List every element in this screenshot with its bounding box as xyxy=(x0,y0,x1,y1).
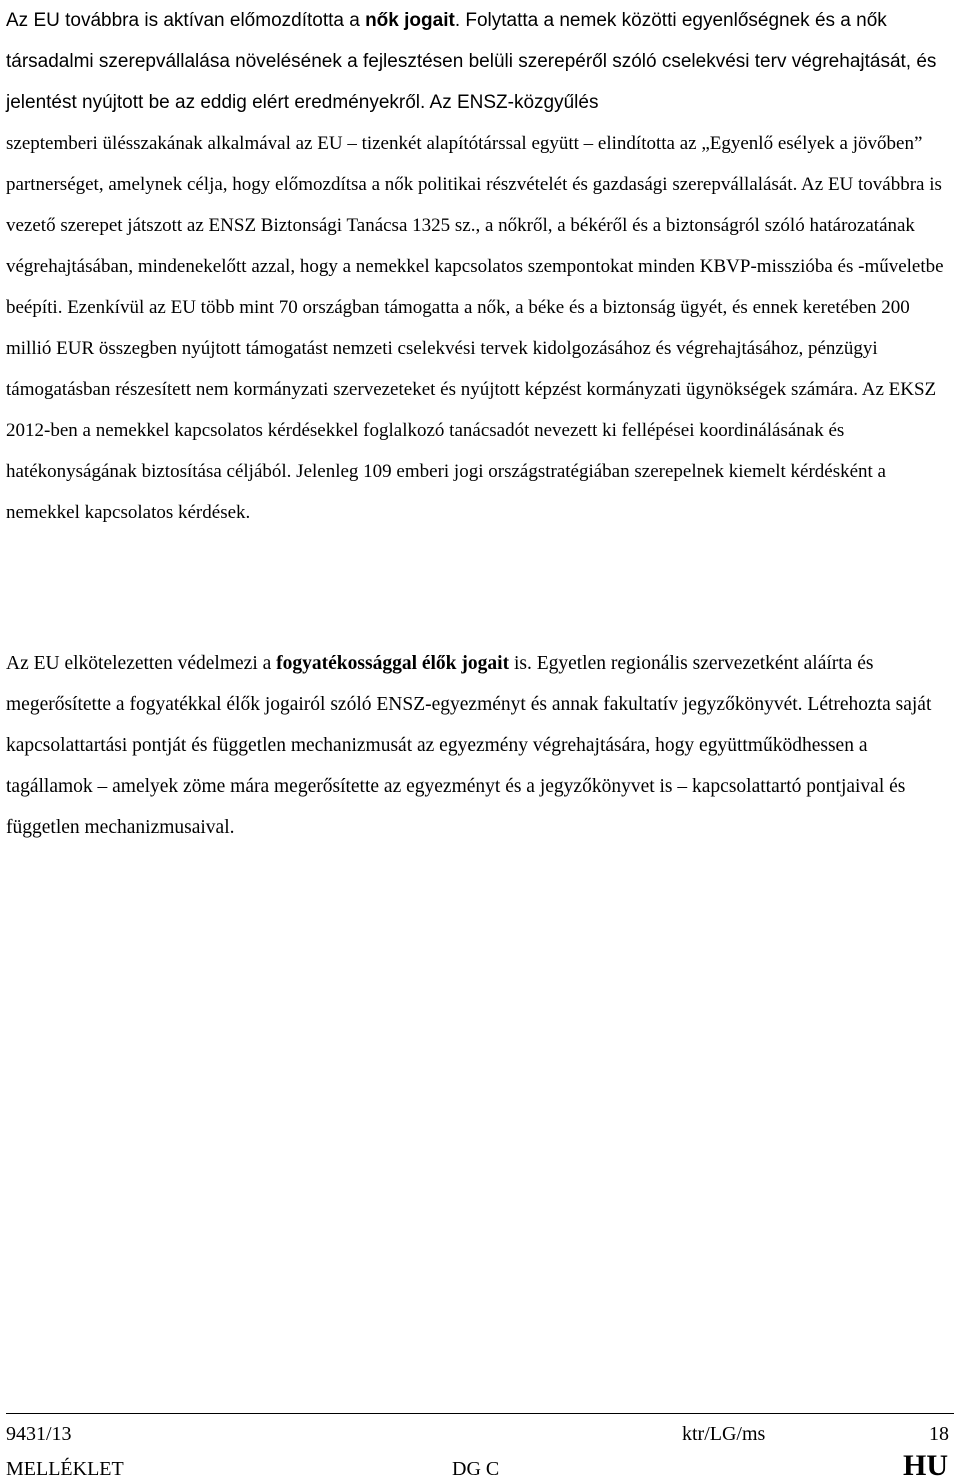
directorate-label: DG C xyxy=(452,1458,500,1480)
page-number: 18 xyxy=(929,1423,949,1445)
text-segment: Az EU továbbra is aktívan előmozdította a xyxy=(6,10,366,31)
language-code: HU xyxy=(903,1449,948,1482)
paragraph-disability-rights xyxy=(6,643,954,848)
paragraph-intro-lines xyxy=(6,0,954,123)
author-initials: ktr/LG/ms xyxy=(682,1423,766,1445)
bold-term: nők jogait xyxy=(365,10,455,31)
paragraph-main-lines: szeptemberi ülésszakának alkalmával az EU – tizenkét alapítótárssal együtt – elindította az „Egyenlő esélyek a jövőben” partnerséget, amelynek célja, hogy előmozdítsa a nők politikai részvételét és gazdasági szerepvállalását. Az EU továbbra is vezető szerepet játszott az ENSZ Biztonsági Tanácsa 1325 sz., a nőkről, a békéről és a biztonságról szóló határozatának végrehajtásában, mindenekelőtt azzal, hogy a nemekkel kapcsolatos szempontokat minden KBVP-misszióba és -műveletbe beépíti. Ezenkívül az EU több mint 70 országban támogatta a nők, a béke és a biztonság ügyét, és ennek keretében 200 millió EUR összegben nyújtott támogatást nemzeti cselekvési tervek kidolgozásához és végrehajtásához, pénzügyi támogatásban részesített nem kormányzati szervezeteket és nyújtott képzést kormányzati ügynökségek számára. Az EKSZ 2012-ben a nemekkel kapcsolatos kérdésekkel foglalkozó tanácsadót nevezett ki fellépései koordinálásának és hatékonyságának biztosítása céljából. Jelenleg 109 emberi jogi országstratégiában szerepelnek kiemelt kérdésként a nemekkel kapcsolatos kérdések. xyxy=(6,133,944,523)
annex-label: MELLÉKLET xyxy=(6,1458,124,1480)
doc-number: 9431/13 xyxy=(6,1423,72,1445)
text-segment: Az EU elkötelezetten védelmezi a xyxy=(6,653,277,674)
footer-divider xyxy=(6,1413,954,1414)
text-segment: is. Egyetlen regionális szervezetként aláírta és megerősítette a fogyatékkal élők jogairól szóló ENSZ-egyezményt és annak fakultatív jegyzőkönyvét. Létrehozta saját kapcsolattartási pontját és független mechanizmusát az egyezmény végrehajtására, hogy együttműködhessen a tagállamok – amelyek zöme mára megerősítette az egyezményt és a jegyzőkönyvet is – kapcsolattartó pontjaival és független mechanizmusaival. xyxy=(6,653,932,838)
bold-term: fogyatékossággal élők jogait xyxy=(276,653,510,674)
paragraph-womens-rights xyxy=(6,0,954,533)
text-segment: . Folytatta a nemek közötti egyenlőségnek és a nők társadalmi szerepvállalása növelésének a fejlesztésen belüli szerepéről szóló cselekvési terv végrehajtását, és jelentést nyújtott be az eddig elért eredményekről. Az ENSZ-közgyűlés xyxy=(6,10,937,113)
